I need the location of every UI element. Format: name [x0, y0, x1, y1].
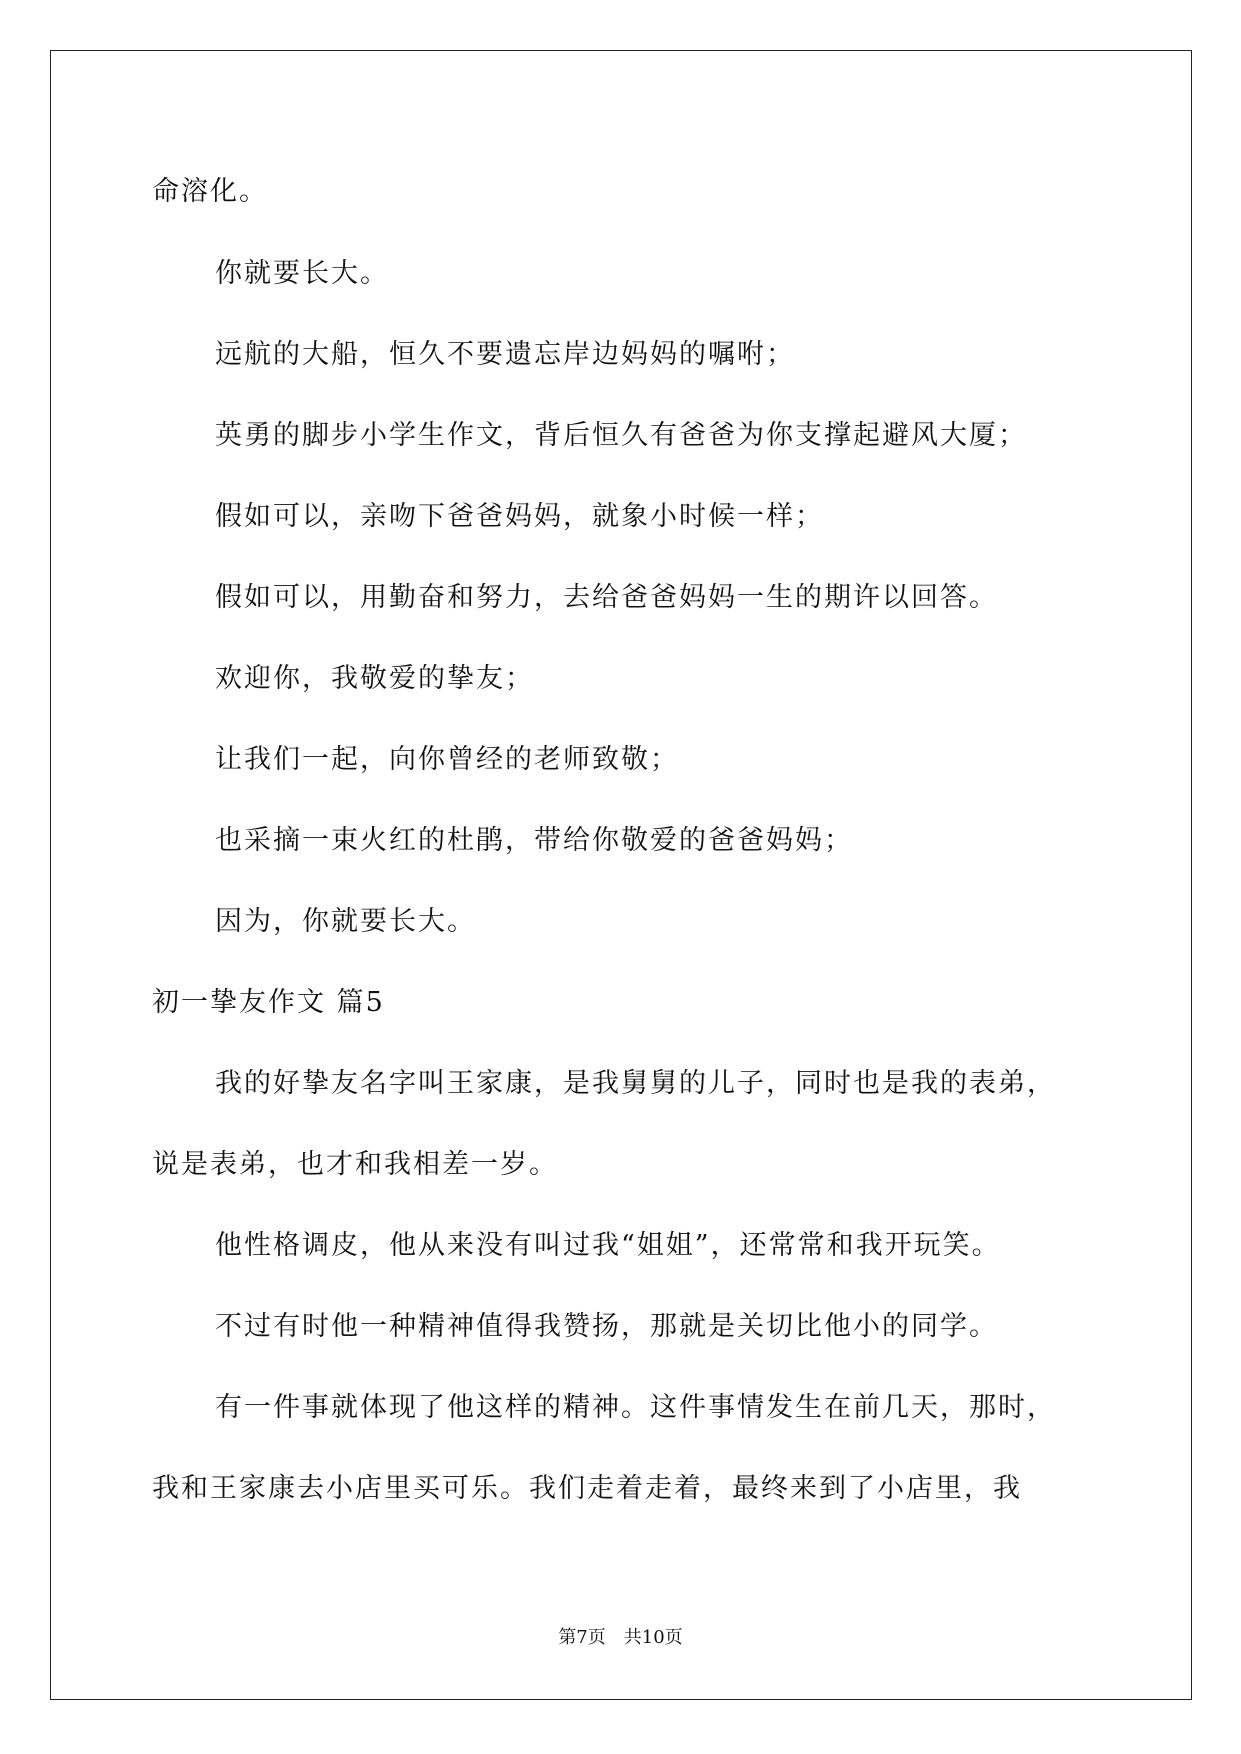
body-line: 有一件事就体现了他这样的精神。这件事情发生在前几天，那时，	[215, 1392, 1056, 1423]
body-line: 我和王家康去小店里买可乐。我们走着走着，最终来到了小店里，我	[152, 1473, 1022, 1504]
body-line: 假如可以，用勤奋和努力，去给爸爸妈妈一生的期许以回答。	[215, 582, 998, 613]
page-border	[50, 50, 1192, 1700]
body-line: 因为，你就要长大。	[215, 906, 476, 937]
body-line: 远航的大船，恒久不要遗忘岸边妈妈的嘱咐；	[215, 339, 795, 370]
body-line: 不过有时他一种精神值得我赞扬，那就是关切比他小的同学。	[215, 1311, 998, 1342]
section-heading: 初一挚友作文 篇5	[152, 987, 385, 1018]
body-line: 让我们一起，向你曾经的老师致敬；	[215, 744, 679, 775]
body-line: 我的好挚友名字叫王家康，是我舅舅的儿子，同时也是我的表弟，	[215, 1068, 1056, 1099]
body-line: 英勇的脚步小学生作文，背后恒久有爸爸为你支撑起避风大厦；	[215, 420, 1027, 451]
body-line: 他性格调皮，他从来没有叫过我“姐姐”，还常常和我开玩笑。	[215, 1230, 1001, 1261]
body-line: 你就要长大。	[215, 258, 389, 289]
body-line: 欢迎你，我敬爱的挚友；	[215, 663, 534, 694]
body-line: 命溶化。	[152, 176, 268, 207]
page-number-footer: 第7页 共10页	[558, 1627, 683, 1648]
body-line: 假如可以，亲吻下爸爸妈妈，就象小时候一样；	[215, 501, 824, 532]
body-line: 说是表弟，也才和我相差一岁。	[152, 1149, 558, 1180]
body-line: 也采摘一束火红的杜鹃，带给你敬爱的爸爸妈妈；	[215, 825, 853, 856]
